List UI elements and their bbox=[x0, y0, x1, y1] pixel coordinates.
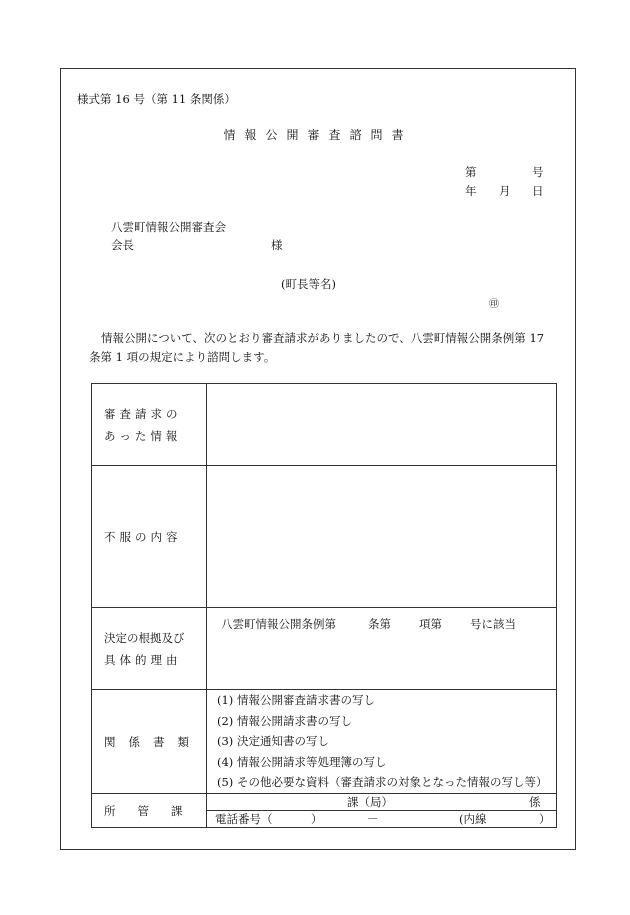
date-month: 月 bbox=[499, 184, 511, 198]
kakari-label: 係 bbox=[529, 795, 541, 809]
sender-name-placeholder: (町長等名) bbox=[281, 277, 336, 291]
table-row bbox=[92, 690, 557, 794]
row-label-objection: 不服の内容 bbox=[92, 466, 207, 608]
document-item[interactable]: (4) 情報公開請求等処理簿の写し bbox=[217, 754, 387, 769]
requested-info-field[interactable] bbox=[207, 384, 557, 466]
basis-text: 八雲町情報公開条例第 bbox=[221, 617, 336, 631]
ext-label: (内線 bbox=[459, 812, 487, 826]
label-line: あった情報 bbox=[104, 428, 182, 443]
basis-text: 条第 bbox=[368, 617, 391, 631]
number-suffix: 号 bbox=[532, 165, 544, 179]
recipient-honorific: 様 bbox=[271, 238, 283, 252]
row-label-requested-info bbox=[92, 384, 207, 466]
basis-text: 項第 bbox=[419, 617, 442, 631]
document-item[interactable]: (1) 情報公開審査請求書の写し bbox=[217, 693, 375, 708]
date-day: 日 bbox=[532, 184, 544, 198]
ka-label: 課（局） bbox=[347, 795, 393, 809]
row-label-department: 所管課 bbox=[92, 794, 207, 828]
department-line[interactable] bbox=[207, 794, 556, 811]
recipient-org: 八雲町情報公開審査会 bbox=[111, 220, 226, 234]
document-item[interactable]: (3) 決定通知書の写し bbox=[217, 734, 329, 749]
number-prefix: 第 bbox=[465, 165, 477, 179]
form-page bbox=[60, 68, 576, 850]
ext-close: ） bbox=[539, 812, 551, 826]
document-item[interactable]: (2) 情報公開請求書の写し bbox=[217, 713, 352, 728]
body-text: 情報公開について、次のとおり審査請求がありましたので、八雲町情報公開条例第 17 条第 1 項の規定により諮問します。 bbox=[89, 331, 545, 364]
row-label-basis bbox=[92, 608, 207, 690]
form-number: 様式第 16 号（第 11 条関係） bbox=[77, 92, 236, 106]
seal-mark: ㊞ bbox=[489, 299, 499, 310]
tel-label: 電話番号（ bbox=[215, 812, 273, 826]
basis-text: 号に該当 bbox=[470, 617, 516, 631]
label-line: 具体的理由 bbox=[104, 652, 182, 667]
tel-dash: － bbox=[367, 812, 379, 826]
table-row bbox=[92, 466, 557, 608]
tel-close: ） bbox=[311, 812, 323, 826]
label-line: 審査請求の bbox=[104, 406, 182, 421]
department-field bbox=[207, 794, 557, 828]
basis-field[interactable] bbox=[207, 608, 557, 690]
objection-field[interactable] bbox=[207, 466, 557, 608]
table-row bbox=[92, 384, 557, 466]
table-row bbox=[92, 794, 557, 828]
table-row bbox=[92, 608, 557, 690]
row-label-documents: 関係書類 bbox=[92, 690, 207, 794]
date-year: 年 bbox=[465, 184, 477, 198]
telephone-line[interactable] bbox=[207, 811, 556, 827]
form-title: 情報公開審査諮問書 bbox=[223, 128, 413, 142]
consultation-table bbox=[91, 383, 557, 828]
documents-list bbox=[207, 690, 557, 794]
document-item[interactable]: (5) その他必要な資料（審査請求の対象となった情報の写し等） bbox=[217, 775, 548, 790]
recipient-role: 会長 bbox=[111, 238, 134, 252]
label-line: 決定の根拠及び bbox=[104, 630, 185, 645]
